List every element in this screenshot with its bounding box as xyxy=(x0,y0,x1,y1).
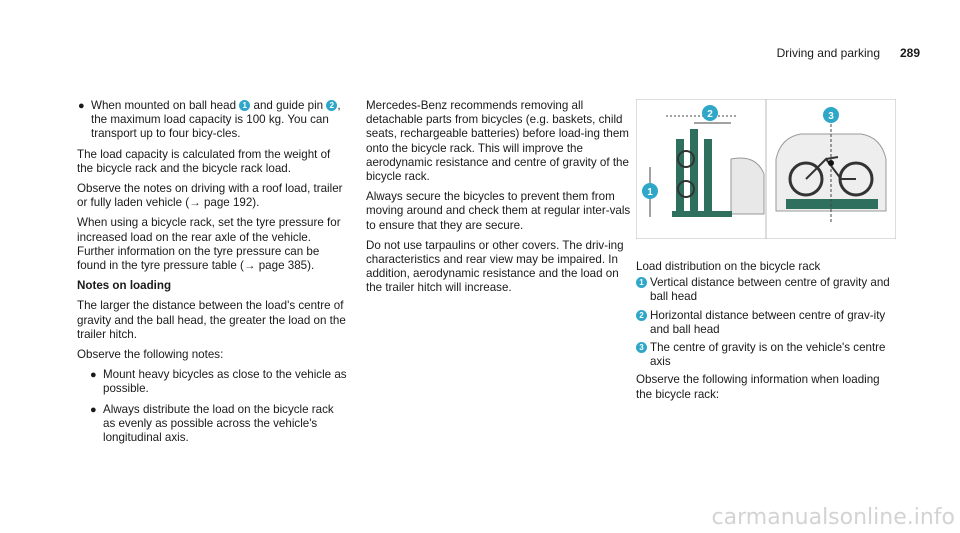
rear-view xyxy=(776,124,886,224)
legend-item: 3 The centre of gravity is on the vehicle's centre axis xyxy=(636,341,898,369)
legend-item: 1 Vertical distance between centre of gravity and ball head xyxy=(636,276,898,304)
page-number: 289 xyxy=(899,46,920,60)
list-item: ● Mount heavy bicycles as close to the vehicle as possible. xyxy=(90,368,347,396)
svg-text:3: 3 xyxy=(828,111,834,122)
bullet-icon: ● xyxy=(90,403,97,416)
paragraph: The larger the distance between the load's centre of gravity and the ball head, the greater the load on the trailer hitch. xyxy=(77,299,346,341)
watermark: carmanualsonline.info xyxy=(711,505,955,530)
section-heading: Notes on loading xyxy=(77,279,172,293)
column-left xyxy=(77,99,349,451)
marker-1-icon: 1 xyxy=(239,100,250,111)
legend-item: 2 Horizontal distance between centre of grav-ity and ball head xyxy=(636,309,898,337)
list-item: ● When mounted on ball head 1 and guide pin 2 , the maximum load capacity is 100 kg. You can transport up to four bicy-cles. xyxy=(78,99,341,141)
marker-3-icon: 3 xyxy=(636,342,647,353)
column-right xyxy=(636,260,898,408)
marker-2-icon: 2 xyxy=(326,100,337,111)
svg-text:1: 1 xyxy=(647,187,653,198)
bicycle-rack-figure xyxy=(636,99,896,239)
paragraph: Observe the following notes: xyxy=(77,348,224,362)
bullet-icon: ● xyxy=(90,369,97,382)
marker-1-icon: 1 xyxy=(636,277,647,288)
paragraph: When using a bicycle rack, set the tyre pressure for increased load on the rear axle of the vehicle. Further information on the tyre pressure can be found in the tyre pressure table (→ page 385). xyxy=(77,216,341,273)
section-title: Driving and parking xyxy=(776,46,880,60)
paragraph: Observe the following information when loading the bicycle rack: xyxy=(636,373,880,401)
paragraph: Always secure the bicycles to prevent them from moving around and check them at regular inter-vals to ensure that they are secure. xyxy=(366,190,631,232)
paragraph: The load capacity is calculated from the weight of the bicycle rack and the bicycle rack load. xyxy=(77,147,331,175)
paragraph: Mercedes-Benz recommends removing all detachable parts from bicycles (e.g. baskets, child seats, rechargeable batteries) before load-ing them onto the bicycle rack. This will improve the aerodynamic resistance and centre of gravity of the bicycle rack. xyxy=(366,99,629,184)
paragraph: Do not use tarpaulins or other covers. The driv-ing characteristics and rear view may be impaired. In addition, aerodynamic resistance and the load on the trailer hitch will increase. xyxy=(366,238,624,295)
list-item: ● Always distribute the load on the bicycle rack as evenly as possible across the vehicle's longitudinal axis. xyxy=(90,402,334,445)
marker-2-icon: 2 xyxy=(636,310,647,321)
svg-text:2: 2 xyxy=(707,109,713,120)
bullet-icon: ● xyxy=(78,100,85,112)
paragraph: Observe the notes on driving with a roof load, trailer or fully laden vehicle (→ page 192). xyxy=(77,182,343,210)
column-middle xyxy=(366,99,631,302)
figure-caption: Load distribution on the bicycle rack xyxy=(636,260,821,273)
